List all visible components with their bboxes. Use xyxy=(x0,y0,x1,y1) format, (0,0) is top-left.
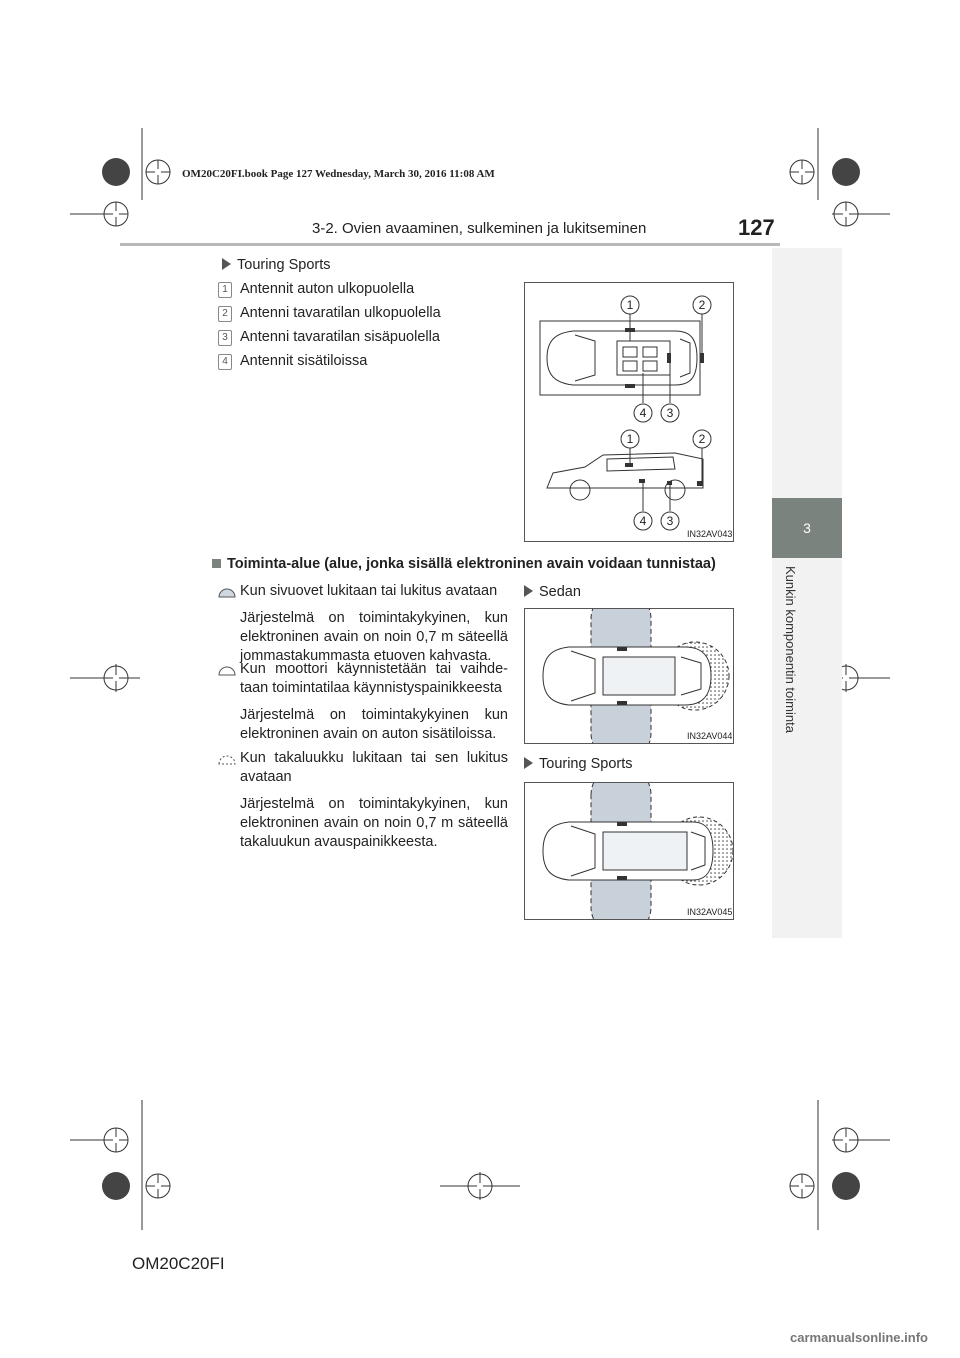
range-item-body: Järjestelmä on toimintakykyinen, kun elektroninen avain on noin 0,7 m säteellä takaluukun avauspainikkeesta. xyxy=(240,796,508,850)
chapter-number: 3 xyxy=(803,520,811,536)
figure-code: IN32AV043 xyxy=(687,529,733,539)
touring-range-figure xyxy=(524,782,734,920)
sedan-range-figure xyxy=(524,608,734,744)
chapter-tab xyxy=(772,498,842,558)
callout-label: 3 xyxy=(666,514,674,528)
item-text: Antenni tavaratilan sisäpuolella xyxy=(240,329,440,345)
range-item-body: Järjestelmä on toimintakykyinen kun elektroninen avain on auton sisätiloissa. xyxy=(240,707,508,742)
range-heading: Toiminta-alue (alue, jonka sisällä elektroninen avain voidaan tunnistaa) xyxy=(212,556,716,572)
antenna-heading: Touring Sports xyxy=(222,256,331,275)
antenna-figure xyxy=(524,282,734,542)
range-item-title: Kun takaluukku lukitaan tai sen lukitus avataan xyxy=(240,750,508,785)
item-text: Antenni tavaratilan ulkopuolella xyxy=(240,305,441,321)
zone-tailgate-icon xyxy=(218,751,236,765)
item-number: 3 xyxy=(218,330,232,346)
callout-label: 1 xyxy=(626,298,634,312)
callout-label: 2 xyxy=(698,432,706,446)
sedan-label: Sedan xyxy=(524,583,581,602)
section-title: 3-2. Ovien avaaminen, sulkeminen ja lukitseminen xyxy=(312,220,647,237)
item-number: 1 xyxy=(218,282,232,298)
item-number: 2 xyxy=(218,306,232,322)
callout-label: 2 xyxy=(698,298,706,312)
range-item-title: Kun moottori käynnistetään tai vaihde-taan toimintatilaa käynnistyspainikkeesta xyxy=(240,661,508,696)
callout-label: 4 xyxy=(639,406,647,420)
triangle-icon xyxy=(222,258,231,270)
item-text: Antennit sisätiloissa xyxy=(240,353,368,369)
book-info-line: OM20C20FI.book Page 127 Wednesday, March 30, 2016 11:08 AM xyxy=(182,168,495,180)
zone-interior-icon xyxy=(218,662,236,676)
callout-label: 1 xyxy=(626,432,634,446)
range-item xyxy=(218,749,508,852)
triangle-icon xyxy=(524,757,533,769)
touring-range-diagram xyxy=(525,783,733,919)
footer-code: OM20C20FI xyxy=(132,1254,225,1273)
header-rule xyxy=(120,243,780,246)
triangle-icon xyxy=(524,585,533,597)
page-number: 127 xyxy=(738,215,775,240)
range-item xyxy=(218,660,508,744)
figure-code: IN32AV044 xyxy=(687,731,733,741)
touring-label: Touring Sports xyxy=(524,755,633,774)
item-number: 4 xyxy=(218,354,232,370)
figure-code: IN32AV045 xyxy=(687,907,733,917)
square-bullet-icon xyxy=(212,559,221,568)
callout-label: 4 xyxy=(639,514,647,528)
chapter-side-text: Kunkin komponentin toiminta xyxy=(783,566,798,733)
range-item xyxy=(218,582,508,666)
watermark: carmanualsonline.info xyxy=(790,1330,928,1345)
range-item-title: Kun sivuovet lukitaan tai lukitus avataan xyxy=(240,583,498,599)
sedan-range-diagram xyxy=(525,609,733,743)
range-item-body: Järjestelmä on toimintakykyinen, kun elektroninen avain on noin 0,7 m säteellä jommastakummasta etuoven kahvasta. xyxy=(240,610,508,664)
item-text: Antennit auton ulkopuolella xyxy=(240,281,415,297)
callout-label: 3 xyxy=(666,406,674,420)
zone-side-doors-icon xyxy=(218,584,236,598)
antenna-diagram xyxy=(525,283,733,541)
